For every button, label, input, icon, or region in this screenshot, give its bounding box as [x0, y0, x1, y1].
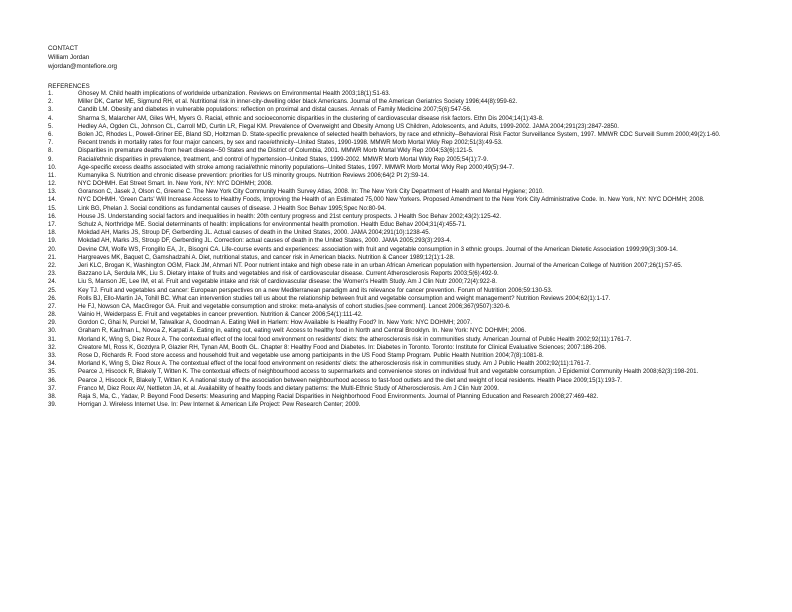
reference-text: Morland K, Wing S, Diez Roux A. The contextual effect of the local food environment on residents' diets: the atherosclerosis risk in communities study. American Journal of Public Health 2002;92(11):1761-7.	[78, 335, 632, 343]
reference-text: Recent trends in mortality rates for four major cancers, by sex and race/ethnicity--United States, 1990-1998. MMWR Morb Mortal Wkly Rep 2002;51(3):49-53.	[78, 139, 503, 147]
reference-item	[48, 214, 738, 221]
reference-text: Devine CM, Wolfe WS, Frongillo EA, Jr., Bisogni CA. Life-course events and experiences: association with fruit and vegetable consumption in 3 ethnic groups. Journal of the American Dietetic Association 1999;99(3):309-14.	[78, 245, 678, 253]
reference-item	[48, 394, 738, 401]
reference-item	[48, 402, 738, 409]
reference-item	[48, 157, 738, 164]
reference-text: Racial/ethnic disparities in prevalence, treatment, and control of hypertension--United States, 1999-2002. MMWR Morb Mortal Wkly Rep 2005;54(1):7-9.	[78, 155, 489, 163]
reference-item	[48, 271, 738, 278]
reference-text: Mokdad AH, Marks JS, Stroup DF, Gerberding JL. Actual causes of death in the United States, 2000. JAMA 2004;291(10):1238-45.	[78, 229, 431, 237]
reference-number: 27.	[48, 302, 57, 310]
reference-text: Bazzano LA, Serdula MK, Liu S. Dietary intake of fruits and vegetables and risk of cardiovascular disease. Current Atherosclerosis Reports 2003;5(6):492-9.	[78, 270, 499, 278]
reference-text: Goranson C, Jasek J, Olson C, Greene C. The New York City Community Health Survey Atlas, 2008. In: The New York City Department of Health and Mental Hygiene; 2010.	[78, 188, 544, 196]
reference-number: 31.	[48, 335, 57, 343]
reference-text: Hedley AA, Ogden CL, Johnson CL, Carroll MD, Curtin LR, Flegal KM. Prevalence of Overweight and Obesity Among US Children, Adolescents, and Adults, 1999-2002. JAMA 2004;291(23):2847-2850.	[78, 122, 619, 130]
reference-number: 18.	[48, 229, 57, 237]
reference-number: 39.	[48, 401, 57, 409]
reference-number: 2.	[48, 98, 54, 106]
reference-item	[48, 263, 738, 270]
reference-number: 6.	[48, 130, 54, 138]
reference-item	[48, 91, 738, 98]
reference-number: 30.	[48, 327, 57, 335]
reference-text: Graham R, Kaufman L, Novoa Z, Karpati A. Eating in, eating out, eating well: Access to healthy food in North and Central Brooklyn. In. New York: NYC DOHMH; 2006.	[78, 327, 527, 335]
reference-text: Sharma S, Malarcher AM, Giles WH, Myers G. Racial, ethnic and socioeconomic disparities in the clustering of cardiovascular disease risk factors. Ethn Dis 2004;14(1):43-8.	[78, 114, 544, 122]
reference-text: Mokdad AH, Marks JS, Stroup DF, Gerberding JL. Correction: actual causes of death in the United States, 2000. JAMA 2005;293(3):293-4.	[78, 237, 452, 245]
reference-text: Hargreaves MK, Baquet C, Gamshadzahi A. Diet, nutritional status, and cancer risk in American blacks. Nutrition & Cancer 1989;12(1):1-28.	[78, 253, 455, 261]
references-section	[48, 83, 738, 410]
reference-item	[48, 312, 738, 319]
reference-number: 29.	[48, 319, 57, 327]
reference-item	[48, 116, 738, 123]
reference-number: 3.	[48, 106, 54, 114]
reference-text: Miller DK, Carter ME, Sigmund RH, et al. Nutritional risk in inner-city-dwelling older black Americans. Journal of the American Geriatrics Society 1996;44(8):959-62.	[78, 98, 518, 106]
reference-item	[48, 345, 738, 352]
reference-number: 13.	[48, 188, 57, 196]
reference-number: 34.	[48, 360, 57, 368]
reference-text: Rolls BJ, Ello-Martin JA, Tohill BC. What can intervention studies tell us about the relationship between fruit and vegetable consumption and weight management? Nutrition Reviews 2004;62(1):1-17.	[78, 294, 611, 302]
contact-email: wjordan@montefiore.org	[48, 63, 118, 70]
reference-text: Schulz A, Northridge ME. Social determinants of health: implications for environmental health promotion. Health Educ Behav 2004;31(4):455-71.	[78, 221, 467, 228]
reference-item	[48, 107, 738, 114]
reference-item	[48, 337, 738, 344]
reference-number: 28.	[48, 311, 57, 319]
reference-number: 22.	[48, 261, 57, 269]
reference-number: 37.	[48, 384, 57, 392]
reference-item	[48, 328, 738, 335]
reference-number: 7.	[48, 139, 54, 147]
reference-item	[48, 320, 738, 327]
reference-text: Raja S, Ma, C., Yadav, P. Beyond Food Deserts: Measuring and Mapping Racial Disparities in Neighborhood Food Environments. Journal of Planning Education and Research 2008;27:469-482.	[78, 392, 599, 400]
reference-text: Disparities in premature deaths from heart disease--50 States and the District of Columbia, 2001. MMWR Morb Mortal Wkly Rep 2004;53(6):121-5.	[78, 147, 474, 155]
reference-item	[48, 279, 738, 286]
reference-item	[48, 378, 738, 385]
reference-number: 16.	[48, 212, 57, 220]
reference-item	[48, 173, 738, 180]
reference-number: 19.	[48, 237, 57, 245]
reference-item	[48, 124, 738, 131]
reference-number: 26.	[48, 294, 57, 302]
reference-text: Ghosey M. Child health implications of worldwide urbanization. Reviews on Environmental Health 2003;18(1):51-63.	[78, 90, 391, 97]
reference-item	[48, 369, 738, 376]
reference-number: 24.	[48, 278, 57, 286]
reference-text: House JS. Understanding social factors and inequalities in health: 20th century progress and 21st century prospects. J Health Soc Behav 2002;43(2):125-42.	[78, 212, 502, 220]
reference-number: 10.	[48, 163, 57, 171]
reference-item	[48, 386, 738, 393]
contact-block	[48, 44, 117, 71]
reference-number: 15.	[48, 204, 57, 212]
reference-number: 12.	[48, 180, 57, 188]
reference-item	[48, 304, 738, 311]
reference-text: Franco M, Diez Roux AV, Nettleton JA, et al. Availability of healthy foods and dietary patterns: the Multi-Ethnic Study of Atherosclerosis. Am J Clin Nutr 2009.	[78, 384, 499, 392]
reference-item	[48, 353, 738, 360]
reference-text: Creatore MI, Ross K, Gozdyra P, Glazier RH, Tynan AM, Booth GL. Chapter 8: Healthy Food and Diabetes. In: Diabetes in Toronto. Toronto: Institute for Clinical Evaluative Sciences; 2007:186-206.	[78, 343, 607, 351]
reference-text: Liu S, Manson JE, Lee IM, et al. Fruit and vegetable intake and risk of cardiovascular disease: the Women's Health Study. Am J Clin Nutr 2000;72(4):922-8.	[78, 278, 497, 286]
references-heading: REFERENCES	[48, 83, 90, 90]
reference-item	[48, 361, 738, 368]
reference-number: 35.	[48, 368, 57, 376]
reference-text: Age-specific excess deaths associated with stroke among racial/ethnic minority populations--United States, 1997. MMWR Morb Mortal Wkly Rep 2000;49(5):94-7.	[78, 163, 514, 171]
reference-text: Pearce J, Hiscock R, Blakely T, Witten K. The contextual effects of neighbourhood access to supermarkets and convenience stores on individual fruit and vegetable consumption. J Epidemiol Community Health 2008;62(3):198-201.	[78, 368, 699, 376]
reference-item	[48, 206, 738, 213]
reference-number: 8.	[48, 147, 54, 155]
reference-text: Key TJ. Fruit and vegetables and cancer: European perspectives on a new Mediterranean paradigm and its relevance for cancer prevention. Forum of Nutrition 2006;59:130-53.	[78, 286, 553, 294]
reference-item	[48, 99, 738, 106]
reference-text: Kumanyika S. Nutrition and chronic disease prevention: priorities for US minority groups. Nutrition Reviews 2006;64(2 Pt 2):S9-14.	[78, 171, 429, 179]
reference-text: Candib LM. Obesity and diabetes in vulnerable populations: reflection on proximal and distal causes. Annals of Family Medicine 2007;5(6):547-56.	[78, 106, 472, 114]
reference-item	[48, 222, 738, 229]
reference-number: 33.	[48, 352, 57, 359]
reference-number: 36.	[48, 376, 57, 384]
reference-number: 4.	[48, 114, 54, 122]
contact-heading: CONTACT	[48, 45, 78, 52]
reference-number: 20.	[48, 245, 57, 253]
reference-number: 5.	[48, 122, 54, 130]
reference-item	[48, 197, 738, 204]
reference-text: Link BG, Phelan J. Social conditions as fundamental causes of disease. J Health Soc Behav 1995;Spec No:80-94.	[78, 204, 386, 212]
reference-item	[48, 296, 738, 303]
reference-number: 17.	[48, 221, 57, 228]
reference-text: Pearce J, Hiscock R, Blakely T, Witten K. A national study of the association between neighbourhood access to fast-food outlets and the diet and weight of local residents. Health Place 2009;15(1):193-7.	[78, 376, 622, 384]
reference-text: He FJ, Nowson CA, MacGregor GA. Fruit and vegetable consumption and stroke: meta-analysis of cohort studies.[see comment]. Lancet 2006;367(9507):320-6.	[78, 302, 511, 310]
reference-text: Bolen JC, Rhodes L, Powell-Griner EE, Bland SD, Holtzman D. State-specific prevalence of selected health behaviors, by race and ethnicity--Behavioral Risk Factor Surveillance System, 1997. MMWR CDC Surveill Summ 2000;49(2):1-60.	[78, 130, 721, 138]
reference-item	[48, 132, 738, 139]
reference-item	[48, 181, 738, 188]
reference-item	[48, 247, 738, 254]
reference-text: Vainio H, Weiderpass E. Fruit and vegetables in cancer prevention. Nutrition & Cancer 2006;54(1):111-42.	[78, 311, 363, 319]
reference-number: 14.	[48, 196, 57, 204]
reference-item	[48, 238, 738, 245]
reference-number: 21.	[48, 253, 57, 261]
reference-number: 1.	[48, 90, 54, 97]
reference-item	[48, 189, 738, 196]
contact-name: William Jordan	[48, 54, 90, 61]
reference-number: 11.	[48, 171, 57, 179]
reference-text: NYC DOHMH. Eat Street Smart. In. New York, NY: NYC DOHMH; 2008.	[78, 180, 273, 188]
reference-text: Jeri KLC, Brogan K, Washington OGM, Flack JM, Ahmari NT. Poor nutrient intake and high obese rate in an urban African American population with hypertension. Journal of the American College of Nutrition 2007;26(1):57-65.	[78, 261, 683, 269]
reference-text: Morland K, Wing S, Diez Roux A. The contextual effect of the local food environment on residents' diets: the atherosclerosis risk in communities study. Am J Public Health 2002;92(11):1761-7.	[78, 360, 591, 368]
reference-item	[48, 148, 738, 155]
reference-number: 32.	[48, 343, 57, 351]
reference-number: 9.	[48, 155, 54, 163]
references-list	[48, 91, 738, 409]
reference-item	[48, 255, 738, 262]
reference-item	[48, 288, 738, 295]
reference-text: Horrigan J. Wireless Internet Use. In: Pew Internet & American Life Project: Pew Research Center; 2009.	[78, 401, 361, 409]
reference-item	[48, 165, 738, 172]
reference-item	[48, 140, 738, 147]
reference-number: 23.	[48, 270, 57, 278]
reference-number: 38.	[48, 392, 57, 400]
reference-item	[48, 230, 738, 237]
reference-text: Gordon C, Ghai N, Purciel M, Talwalkar A, Goodman A. Eating Well in Harlem: How Available Is Healthy Food? In. New York: NYC DOHMH; 2007.	[78, 319, 472, 327]
reference-text: Rose D, Richards R. Food store access and household fruit and vegetable use among participants in the US Food Stamp Program. Public Health Nutrition 2004;7(8):1081-8.	[78, 352, 544, 359]
reference-number: 25.	[48, 286, 57, 294]
reference-text: NYC DOHMH. 'Green Carts' Will Increase Access to Healthy Foods, Improving the Health of an Estimated 75,000 New Yorkers. Proposed Amendment to the New York City Administrative Code. In. New York, NY: NYC DOHMH; 2008.	[78, 196, 705, 204]
